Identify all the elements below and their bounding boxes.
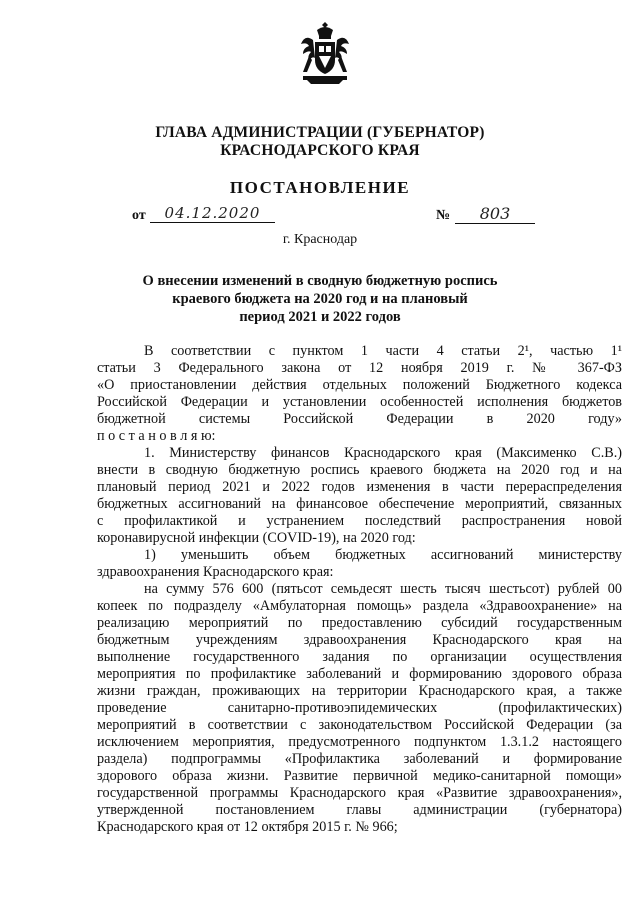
body-line: копеек по подразделу «Амбулаторная помощь» раздела «Здравоохранение» на	[97, 598, 622, 614]
body-line: 1) уменьшить объем бюджетных ассигнований министерству	[144, 547, 622, 563]
body-line: здравоохранения Краснодарского края:	[97, 564, 334, 580]
body-line: бюджетных ассигнований на финансовое обеспечение мероприятий, связанных	[97, 496, 622, 512]
title-line: краевого бюджета на 2020 год и на плановый	[172, 291, 468, 307]
number-value: 803	[455, 204, 535, 224]
body-line: «О приостановлении действия отдельных положений Бюджетного кодекса	[97, 377, 622, 393]
body-line: внести в сводную бюджетную роспись краевого бюджета на 2020 год и на	[97, 462, 622, 478]
body-line: Краснодарского края от 12 октября 2015 г. № 966;	[97, 819, 398, 835]
document-type: ПОСТАНОВЛЕНИЕ	[229, 178, 411, 197]
coat-of-arms-emblem	[295, 20, 355, 86]
authority-title-line1: ГЛАВА АДМИНИСТРАЦИИ (ГУБЕРНАТОР)	[155, 124, 485, 141]
date-value: 04.12.2020	[150, 204, 275, 223]
city: г. Краснодар	[282, 232, 358, 247]
body-line: бюджетным учреждениям здравоохранения Краснодарского края на	[97, 632, 622, 648]
body-line: на сумму 576 600 (пятьсот семьдесят шесть тысяч шестьсот) рублей 00	[144, 581, 622, 597]
number-label: №	[436, 208, 451, 223]
body-line: выполнение государственного задания по организации осуществления	[97, 649, 622, 665]
body-line: с профилактикой и устранением последствий распространения новой	[97, 513, 622, 529]
body-line: раздела) подпрограммы «Профилактика заболеваний и формирование	[97, 751, 622, 767]
authority-title-line2: КРАСНОДАРСКОГО КРАЯ	[220, 142, 420, 159]
body-line: коронавирусной инфекции (COVID-19), на 2020 год:	[97, 530, 416, 546]
body-line: п о с т а н о в л я ю:	[97, 428, 216, 444]
body-line: государственной программы Краснодарского края «Развитие здравоохранения»,	[97, 785, 622, 801]
body-line: реализацию мероприятий по предоставлению субсидий государственным	[97, 615, 622, 631]
date-label: от	[132, 208, 146, 223]
body-line: Российской Федерации и установлении особенностей исполнения бюджетов	[97, 394, 622, 410]
body-line: утвержденной постановлением главы администрации (губернатора)	[97, 802, 622, 818]
body-line: 1. Министерству финансов Краснодарского края (Максименко С.В.)	[144, 445, 622, 461]
document-title	[0, 272, 640, 326]
date-number-row	[0, 204, 640, 228]
body-line: жизни граждан, проживающих на территории Краснодарского края, а также	[97, 683, 622, 699]
body-line: статьи 3 Федерального закона от 12 ноября 2019 г. № 367-ФЗ	[97, 360, 622, 376]
title-line: период 2021 и 2022 годов	[239, 309, 401, 325]
body-line: мероприятия по профилактике заболеваний и формированию здорового образа	[97, 666, 622, 682]
body-line: В соответствии с пунктом 1 части 4 статьи 2¹, частью 1¹	[144, 343, 622, 359]
body-line: исключением мероприятия, предусмотренного подпунктом 1.3.1.2 настоящего	[97, 734, 622, 750]
document-body	[97, 343, 622, 836]
title-line: О внесении изменений в сводную бюджетную роспись	[142, 273, 498, 289]
body-line: бюджетной системы Российской Федерации в 2020 году»	[97, 411, 622, 427]
body-line: мероприятий в соответствии с законодательством Российской Федерации (за	[97, 717, 622, 733]
body-line: проведение санитарно-противоэпидемических (профилактических)	[97, 700, 622, 716]
body-line: плановый период 2021 и 2022 годов изменения в части перераспределения	[97, 479, 622, 495]
body-line: здорового образа жизни. Развитие первичной медико-санитарной помощи»	[97, 768, 622, 784]
